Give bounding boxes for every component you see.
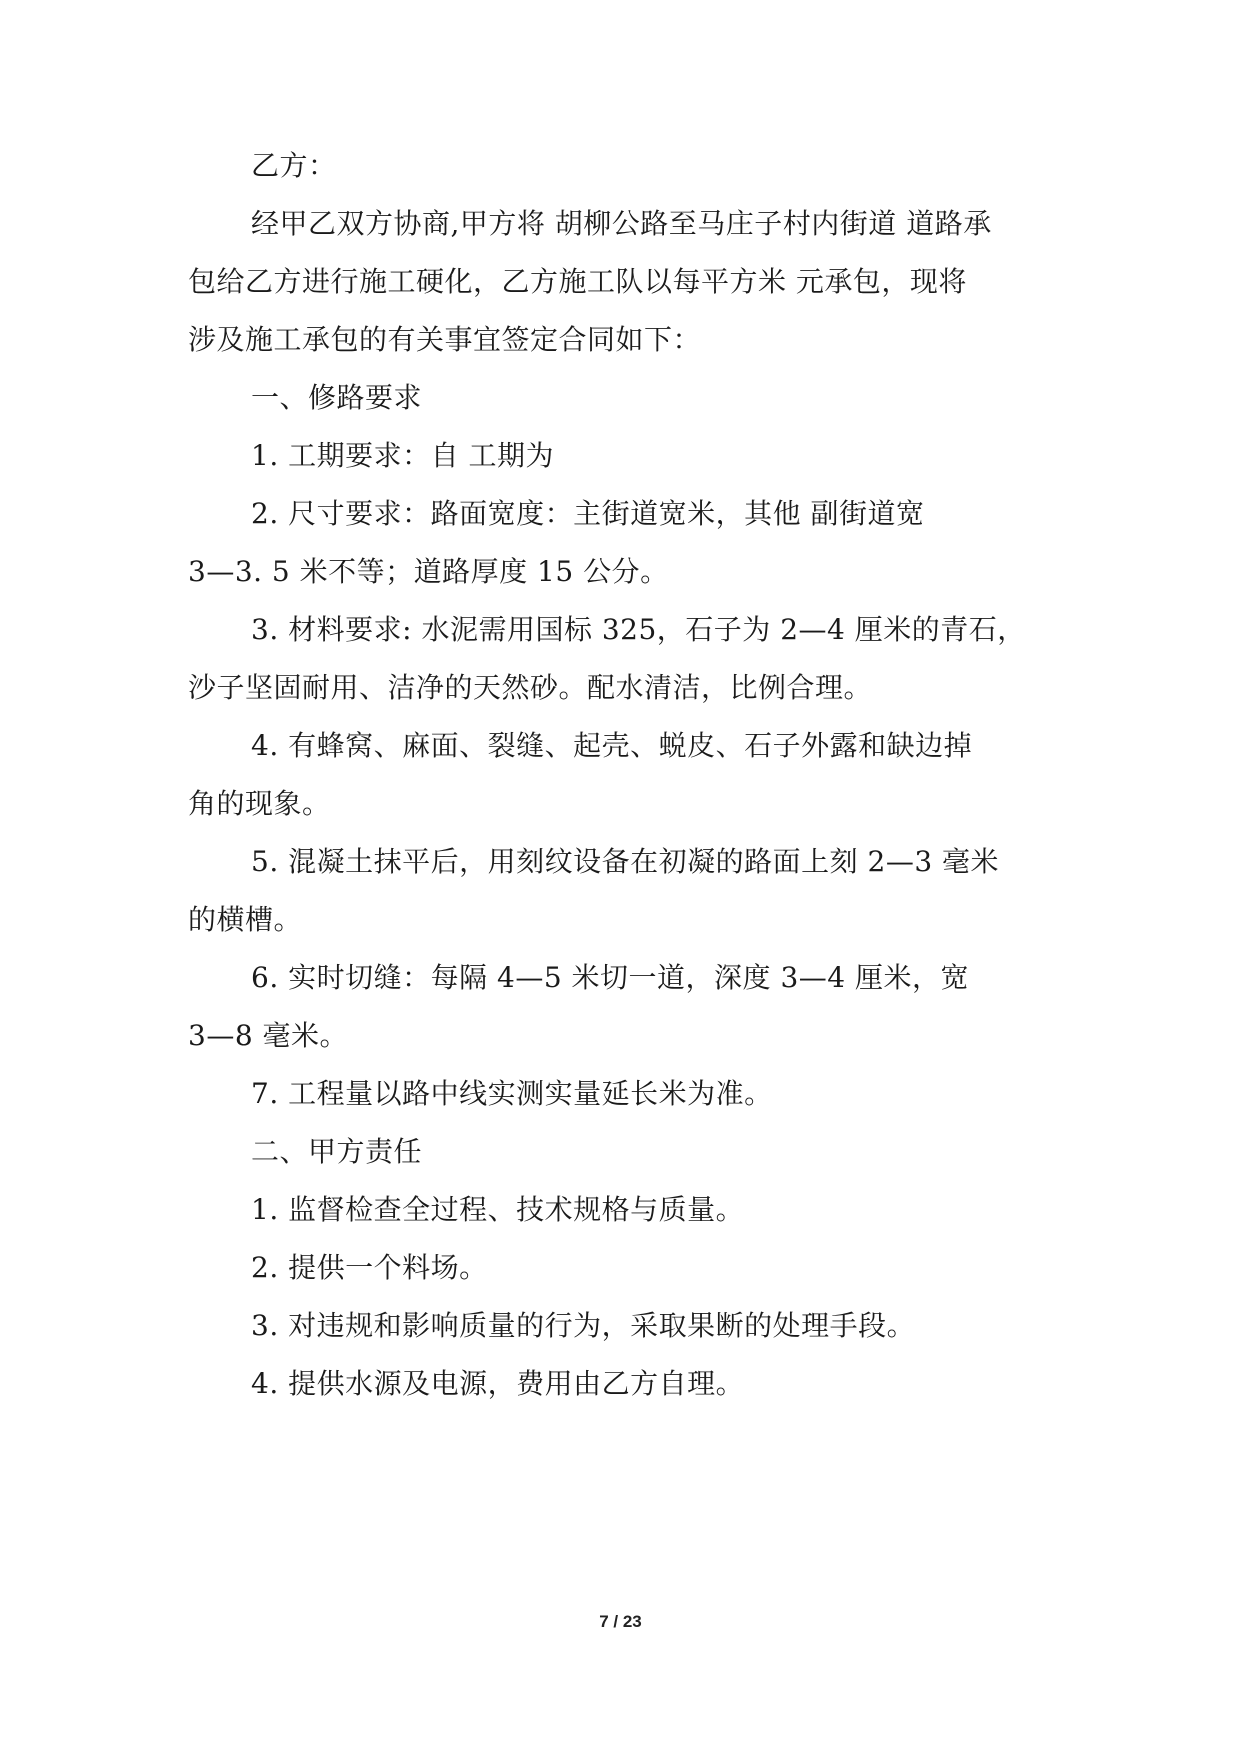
item-2-3: 3. 对违规和影响质量的行为，采取果断的处理手段。 [251,1309,916,1342]
item-1-2-line-2: 3—3. 5 米不等；道路厚度 15 公分。 [188,555,669,588]
page-number: 7 / 23 [599,1612,642,1631]
item-1-3-line-2: 沙子坚固耐用、洁净的天然砂。配水清洁，比例合理。 [188,671,873,704]
intro-line-1-text: 经甲乙双方协商,甲方将 胡柳公路至马庄子村内街道 道路承 [251,207,992,240]
intro-line-1 [251,204,1058,244]
intro-line-3: 涉及施工承包的有关事宜签定合同如下： [188,323,702,356]
item-1-7: 7. 工程量以路中线实测实量延长米为准。 [251,1077,773,1110]
party-b-label: 乙方： [251,149,337,182]
intro-line-2: 包给乙方进行施工硬化，乙方施工队以每平方米 元承包，现将 [188,265,967,298]
item-1-2-line-1: 2. 尺寸要求：路面宽度：主街道宽米，其他 副街道宽 [251,497,925,530]
item-2-4: 4. 提供水源及电源，费用由乙方自理。 [251,1367,745,1400]
item-1-6-line-1: 6. 实时切缝：每隔 4—5 米切一道，深度 3—4 厘米，宽 [251,961,969,994]
item-1-4-line-1: 4. 有蜂窝、麻面、裂缝、起壳、蜕皮、石子外露和缺边掉 [251,729,973,762]
item-1-6-line-2: 3—8 毫米。 [188,1019,349,1052]
section-heading-party-a-duties: 二、甲方责任 [251,1135,423,1168]
item-1-3-line-1: 3. 材料要求: 水泥需用国标 325，石子为 2—4 厘米的青石， [251,613,1026,646]
item-1-5-line-2: 的横槽。 [188,903,303,936]
item-1-4-line-2: 角的现象。 [188,787,331,820]
item-1-1: 1. 工期要求：自 工期为 [251,439,555,472]
section-heading-requirements: 一、修路要求 [251,381,423,414]
item-2-2: 2. 提供一个料场。 [251,1251,488,1284]
item-1-5-line-1: 5. 混凝土抹平后，用刻纹设备在初凝的路面上刻 2—3 毫米 [251,845,1000,878]
item-2-1: 1. 监督检查全过程、技术规格与质量。 [251,1193,745,1226]
